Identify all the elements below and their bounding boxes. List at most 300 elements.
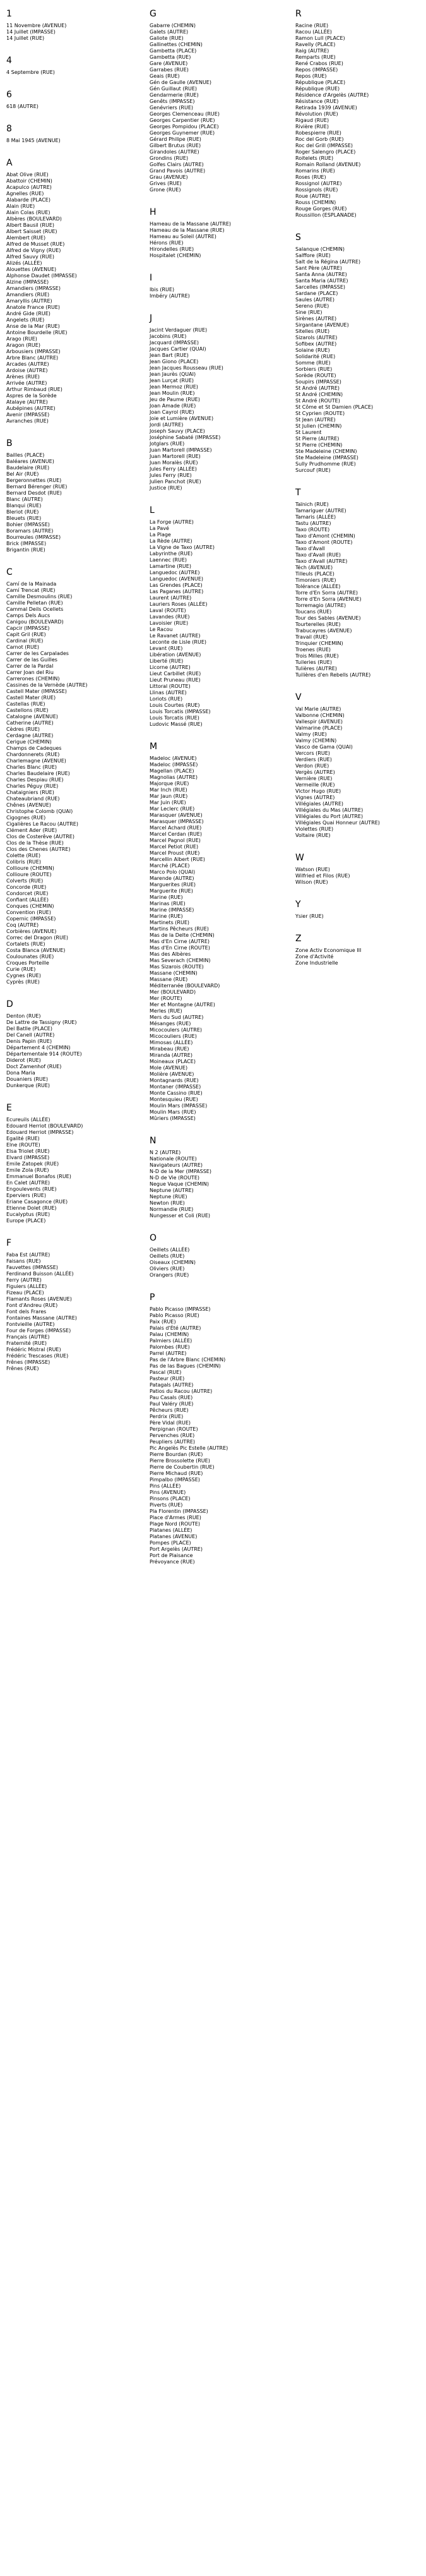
street-entry: Ferry (AUTRE): [6, 1277, 42, 1283]
street-entry: Albères (BOULEVARD): [6, 216, 62, 222]
street-entry: 618 (AUTRE): [6, 104, 38, 109]
street-entry: Clos de la Thèse (RUE): [6, 840, 64, 846]
street-entry: Taxo d'Avall (AUTRE): [295, 558, 348, 564]
street-entry: Juan Martorell (RUE): [150, 454, 201, 459]
street-entry: Cardinal (RUE): [6, 638, 44, 644]
street-entry: Arbre Blanc (AUTRE): [6, 355, 59, 361]
section-heading: 4: [6, 56, 12, 66]
street-entry: Rossignols (RUE): [295, 187, 338, 193]
street-entry: Merles (RUE): [150, 1008, 182, 1014]
street-entry: Arthur Rimbaud (RUE): [6, 387, 62, 392]
street-entry: Taxo d'Avall (RUE): [295, 552, 341, 558]
street-entry: René Crabos (RUE): [295, 61, 343, 66]
street-entry: Voltaire (RUE): [295, 833, 331, 838]
street-entry: Lieut Pruneau (RUE): [150, 677, 201, 683]
street-entry: Santa Anna (AUTRE): [295, 272, 347, 277]
street-entry: 8 Mai 1945 (AVENUE): [6, 138, 61, 143]
street-entry: Emmanuel Bonafos (RUE): [6, 1174, 71, 1179]
street-entry: Surcouf (RUE): [295, 467, 331, 473]
street-entry: Mimosas (ALLÉE): [150, 1040, 193, 1045]
section-heading: R: [295, 9, 302, 19]
street-entry: Montesquieu (RUE): [150, 1097, 198, 1102]
street-entry: Pins (ALLÉE): [150, 1483, 181, 1489]
street-entry: Corbières (AVENUE): [6, 929, 57, 934]
street-entry: Etienne Dolet (RUE): [6, 1205, 57, 1211]
street-entry: Las Paganes (AUTRE): [150, 589, 204, 594]
street-entry: Villégiales du Mas (AUTRE): [295, 807, 364, 813]
street-entry: Geais (RUE): [150, 73, 180, 79]
street-entry: Collioure (CHEMIN): [6, 865, 54, 871]
street-entry: Père Vidal (RUE): [150, 1420, 191, 1426]
street-entry: Jacques Cartier (QUAI): [150, 346, 206, 352]
street-entry: Christophe Colomb (QUAI): [6, 809, 73, 814]
street-entry: St André (AUTRE): [295, 385, 340, 391]
street-entry: Palau (CHEMIN): [150, 1332, 189, 1337]
street-entry: Moulin Mars (RUE): [150, 1109, 196, 1115]
street-entry: Collioure (ROUTE): [6, 872, 52, 877]
street-entry: Taxo (ROUTE): [295, 527, 330, 533]
street-entry: Grand Pavois (AUTRE): [150, 168, 206, 174]
street-entry: Coq (AUTRE): [6, 922, 39, 928]
street-entry: Sine (RUE): [295, 310, 322, 315]
street-entry: Amandiers (IMPASSE): [6, 286, 61, 291]
street-entry: Copernic (IMPASSE): [6, 916, 56, 922]
street-entry: Vignes (AUTRE): [295, 795, 335, 800]
street-entry: Wilfried et Filos (RUE): [295, 873, 350, 879]
street-entry: Pierre Brossolette (RUE): [150, 1458, 210, 1464]
street-entry: Bailles (PLACE): [6, 452, 45, 458]
street-entry: Le Racou: [150, 627, 173, 632]
street-entry: Faba Est (AUTRE): [6, 1252, 50, 1258]
street-entry: Atalaye (AUTRE): [6, 399, 48, 405]
index-column-1: [6, 9, 133, 1386]
street-entry: Arbousiers (IMPASSE): [6, 349, 61, 354]
street-entry: Carrer Joan del Riu: [6, 670, 54, 675]
street-entry: Valbonne (CHEMIN): [295, 713, 345, 718]
street-entry: Roussillon (ESPLANADE): [295, 212, 357, 218]
street-entry: Aubépines (AUTRE): [6, 406, 56, 411]
street-entry: Torre d'En Sorra (AVENUE): [295, 596, 362, 602]
street-entry: Platanes (AVENUE): [150, 1534, 198, 1539]
street-entry: N-D de la Mer (IMPASSE): [150, 1169, 211, 1174]
street-entry: Palombes (RUE): [150, 1344, 190, 1350]
street-entry: Solidarité (RUE): [295, 354, 336, 359]
section-heading: J: [150, 313, 153, 323]
street-entry: Martinets (RUE): [150, 920, 190, 925]
street-entry: Abattoir (CHEMIN): [6, 178, 52, 184]
street-entry: Castellas (RUE): [6, 701, 45, 707]
street-entry: Normandie (RUE): [150, 1207, 194, 1212]
street-entry: Louis Courtes (RUE): [150, 702, 200, 708]
street-entry: Marasquer (IMPASSE): [150, 819, 204, 824]
street-entry: Anse de la Mar (RUE): [6, 323, 60, 329]
street-entry: Fizeau (PLACE): [6, 1290, 44, 1296]
street-entry: Sorède (ROUTE): [295, 373, 336, 378]
street-entry: Engoulevents (RUE): [6, 1186, 57, 1192]
street-entry: Dona Maria: [6, 1070, 35, 1076]
street-entry: Rouge Gorges (RUE): [295, 206, 347, 212]
street-entry: Hameau de la Massane (AUTRE): [150, 221, 232, 227]
section-heading: P: [150, 1292, 155, 1303]
street-entry: Pas de l'Arbre Blanc (CHEMIN): [150, 1357, 226, 1363]
street-entry: Loriots (RUE): [150, 696, 183, 702]
street-entry: Jean Lurçat (RUE): [150, 378, 194, 383]
street-entry: Jacquard (IMPASSE): [150, 340, 199, 346]
street-entry: Lavoisier (RUE): [150, 620, 189, 626]
street-entry: Mar Leclerc (RUE): [150, 806, 195, 812]
street-entry: De Lattre de Tassigny (RUE): [6, 1020, 77, 1025]
street-entry: Convention (RUE): [6, 910, 51, 915]
street-entry: Alain (RUE): [6, 203, 35, 209]
street-entry: Pins (AVENUE): [150, 1490, 186, 1495]
index-section: [6, 1238, 133, 1372]
street-entry: Capit Gril (RUE): [6, 632, 46, 637]
street-entry: Grone (RUE): [150, 187, 181, 193]
street-entry: Denton (RUE): [6, 1013, 41, 1019]
section-heading: G: [150, 9, 157, 19]
index-section: [6, 9, 133, 42]
street-entry: Mas de la Delte (CHEMIN): [150, 932, 215, 938]
street-entry: Oeillets (RUE): [150, 1253, 185, 1259]
street-entry: Montagnards (RUE): [150, 1078, 199, 1083]
street-entry: Vermeille (RUE): [295, 782, 335, 788]
street-entry: Patagals (AUTRE): [150, 1382, 194, 1388]
section-heading: Y: [295, 900, 301, 910]
street-entry: Sorbiers (RUE): [295, 366, 333, 372]
street-entry: Hameau au Soleil (AUTRE): [150, 234, 216, 239]
street-entry: Anatole France (RUE): [6, 304, 61, 310]
street-entry: Mar Inch (RUE): [150, 787, 187, 793]
street-entry: Elne (ROUTE): [6, 1142, 40, 1148]
street-entry: Jean Jacques Rousseau (RUE): [150, 365, 223, 371]
street-entry: Albert Bausil (RUE): [6, 222, 54, 228]
street-entry: Taïnich (RUE): [295, 502, 329, 507]
street-entry: Alfred de Musset (RUE): [6, 241, 65, 247]
street-entry: Oliviers (RUE): [150, 1266, 185, 1272]
street-entry: Massane (CHEMIN): [150, 970, 198, 976]
street-entry: Fontaines Massane (AUTRE): [6, 1315, 77, 1321]
street-entry: Ste Madeleine (CHEMIN): [295, 448, 357, 454]
street-entry: Colverts (RUE): [6, 878, 44, 884]
street-entry: Marcel Achard (RUE): [150, 825, 202, 831]
street-entry: Lamartine (RUE): [150, 563, 191, 569]
street-entry: Marché (PLACE): [150, 863, 190, 869]
street-entry: Frênes (IMPASSE): [6, 1359, 50, 1365]
street-entry: Jean Bart (RUE): [150, 352, 189, 358]
street-entry: Travail (RUE): [295, 634, 328, 640]
street-entry: Roses (RUE): [295, 174, 326, 180]
street-entry: Patios du Racou (AUTRE): [150, 1388, 213, 1394]
street-entry: Tilleuls (PLACE): [295, 571, 334, 577]
street-entry: Mer et Montagne (AUTRE): [150, 1002, 215, 1008]
street-entry: Grau (AVENUE): [150, 174, 188, 180]
index-section: [150, 207, 276, 259]
street-entry: Pau Casals (RUE): [150, 1395, 193, 1400]
street-entry: Repos (IMPASSE): [295, 67, 338, 73]
street-entry: Arènes (RUE): [6, 374, 40, 380]
section-heading: H: [150, 207, 157, 217]
street-entry: Tuilières d'en Rebells (AUTRE): [295, 672, 371, 678]
street-entry: Justice (RUE): [150, 485, 182, 491]
section-heading: C: [6, 567, 13, 577]
section-heading: D: [6, 999, 13, 1009]
street-entry: Font d'Andreu (RUE): [6, 1303, 58, 1308]
street-entry: Mar Juin (RUE): [150, 800, 186, 805]
street-entry: Villégiales du Port (AUTRE): [295, 814, 364, 819]
street-entry: N-D de Vie (ROUTE): [150, 1175, 199, 1181]
street-entry: Littoral (ROUTE): [150, 683, 191, 689]
street-entry: Trois Milles (RUE): [295, 653, 339, 659]
street-entry: Marcel Pagnol (RUE): [150, 838, 201, 843]
street-entry: Elsa Triolet (RUE): [6, 1148, 50, 1154]
street-entry: Laurent (AUTRE): [150, 595, 192, 601]
street-entry: Languedoc (AVENUE): [150, 576, 204, 582]
street-entry: Georges Guynemer (RUE): [150, 130, 215, 136]
street-entry: Vallespir (AVENUE): [295, 719, 343, 725]
street-entry: St Laurent: [295, 430, 322, 435]
street-entry: St André (ROUTE): [295, 398, 340, 404]
street-entry: Chataigniers (RUE): [6, 790, 54, 795]
street-entry: Ferdinand Buisson (ALLÉE): [6, 1271, 74, 1277]
section-heading: M: [150, 742, 158, 752]
street-entry: Alzine (IMPASSE): [6, 279, 49, 285]
street-entry: Acapulco (AUTRE): [6, 184, 52, 190]
index-section: [150, 1233, 276, 1279]
index-section: [6, 999, 133, 1089]
street-entry: Pervenches (RUE): [150, 1433, 195, 1438]
street-entry: Mer (BOULEVARD): [150, 989, 196, 995]
section-heading: W: [295, 853, 304, 863]
street-entry: Angelets (RUE): [6, 317, 45, 323]
section-heading: O: [150, 1233, 157, 1243]
street-entry: Abat Olive (RUE): [6, 172, 49, 178]
street-entry: Cyprès (RUE): [6, 979, 40, 985]
street-entry: Golfes Clairs (AUTRE): [150, 162, 204, 167]
street-entry: Pablo Picasso (IMPASSE): [150, 1306, 211, 1312]
street-entry: André Gide (RUE): [6, 311, 50, 316]
street-entry: Europe (PLACE): [6, 1218, 46, 1224]
street-entry: Carnot (RUE): [6, 644, 39, 650]
street-entry: Ravelly (PLACE): [295, 42, 336, 47]
street-entry: Jotglars (RUE): [150, 441, 185, 447]
street-entry: Pierre Bourdan (RUE): [150, 1452, 203, 1457]
street-entry: Jean Jaurès (QUAI): [150, 371, 196, 377]
street-entry: Carrer de la Pardal: [6, 663, 54, 669]
street-entry: République (RUE): [295, 86, 340, 92]
street-entry: Eperviers (RUE): [6, 1193, 46, 1198]
street-entry: Liberté (RUE): [150, 658, 184, 664]
street-entry: Jean Mermoz (RUE): [150, 384, 198, 390]
street-entry: Avenir (IMPASSE): [6, 412, 50, 418]
street-entry: Alembert (RUE): [6, 235, 46, 241]
index-section: [6, 90, 133, 110]
street-entry: Castell Mater (IMPASSE): [6, 689, 67, 694]
street-entry: Marinas (RUE): [150, 901, 186, 906]
street-entry: Charles Péguy (RUE): [6, 783, 59, 789]
street-entry: Vasco de Gama (QUAI): [295, 744, 353, 750]
street-entry: St Pierre (CHEMIN): [295, 442, 343, 448]
street-entry: Charles Despiau (RUE): [6, 777, 64, 783]
street-entry: Gambetta (RUE): [150, 54, 191, 60]
street-entry: Neptune (RUE): [150, 1194, 187, 1200]
index-section: [295, 853, 422, 886]
street-entry: Alain Colas (RUE): [6, 210, 50, 215]
street-entry: Tastu (AUTRE): [295, 521, 331, 526]
street-entry: Diderot (RUE): [6, 1057, 41, 1063]
street-entry: Tour des Sables (AVENUE): [295, 615, 361, 621]
street-entry: Miranda (AUTRE): [150, 1052, 192, 1058]
street-entry: Le Ravanet (AUTRE): [150, 633, 201, 639]
street-entry: République (PLACE): [295, 80, 346, 85]
street-entry: Place d'Armes (RUE): [150, 1515, 201, 1520]
street-entry: Ecureuils (ALLÉE): [6, 1117, 50, 1122]
street-entry: Pierre de Coubertin (RUE): [150, 1464, 215, 1470]
street-entry: Mer (ROUTE): [150, 996, 182, 1001]
street-entry: Confiant (ALLÉE): [6, 897, 49, 903]
street-entry: Condorcet (RUE): [6, 891, 49, 896]
street-entry: Départementale 914 (ROUTE): [6, 1051, 82, 1057]
street-entry: Frédéric Trescases (RUE): [6, 1353, 69, 1359]
street-entry: Zone Activ Economique III: [295, 948, 362, 953]
street-entry: Georges Pompidou (PLACE): [150, 124, 219, 129]
street-entry: Jeu de Paume (RUE): [150, 397, 200, 402]
street-entry: Tulières (AUTRE): [295, 666, 337, 671]
street-entry: Palais d'Été (AUTRE): [150, 1325, 201, 1331]
street-entry: Joan Amade (RUE): [150, 403, 196, 409]
street-entry: Cerdagne (AUTRE): [6, 733, 54, 738]
street-entry: Remparts (RUE): [295, 54, 336, 60]
street-entry: Verdiers (RUE): [295, 757, 332, 762]
street-entry: Agnelles (RUE): [6, 191, 44, 196]
index-section: [295, 9, 422, 219]
street-entry: Pêcheurs (RUE): [150, 1407, 189, 1413]
street-entry: Majorque (RUE): [150, 781, 189, 786]
street-entry: Julien Panchot (RUE): [150, 479, 201, 485]
street-entry: Roc del Grill (IMPASSE): [295, 143, 353, 148]
index-section: [295, 692, 422, 839]
street-entry: Peupliers (AUTRE): [150, 1439, 196, 1445]
street-entry: Montaner (IMPASSE): [150, 1084, 201, 1090]
street-entry: Gilbert Brutus (RUE): [150, 143, 201, 148]
street-entry: Catherine (AUTRE): [6, 720, 54, 726]
street-entry: Hérons (RUE): [150, 240, 184, 246]
street-entry: Taxo d'Amont (CHEMIN): [295, 533, 355, 539]
street-entry: Carrer de les Carpalades: [6, 651, 69, 656]
section-heading: A: [6, 158, 13, 168]
street-entry: Imbéry (AUTRE): [150, 293, 190, 299]
street-entry: Douaniers (RUE): [6, 1076, 48, 1082]
index-section: [150, 1292, 276, 1565]
street-entry: Grives (RUE): [150, 181, 182, 186]
street-entry: Castell Mater (RUE): [6, 695, 56, 701]
street-entry: Français (AUTRE): [6, 1334, 50, 1340]
street-entry: Georges Clemenceau (RUE): [150, 111, 220, 117]
street-entry: Laval (ROUTE): [150, 608, 186, 613]
section-heading: 6: [6, 90, 12, 100]
street-entry: Juan Martorell (IMPASSE): [150, 447, 212, 453]
street-entry: 4 Septembre (RUE): [6, 69, 55, 75]
street-entry: Joan Cayrol (RUE): [150, 409, 194, 415]
street-entry: Aragon (RUE): [6, 342, 40, 348]
street-entry: Ibis (RUE): [150, 287, 175, 292]
street-entry: Mas d'En Cirne (AUTRE): [150, 939, 210, 944]
street-entry: Louis Torcatis (RUE): [150, 715, 199, 721]
street-entry: Hameau de la Massane (RUE): [150, 227, 225, 233]
street-entry: Edouard Herriot (BOULEVARD): [6, 1123, 83, 1129]
street-entry: Tamariguer (AUTRE): [295, 508, 346, 514]
street-entry: Colette (RUE): [6, 853, 41, 858]
street-entry: Cerigue (CHEMIN): [6, 739, 52, 745]
street-entry: Pinsons (PLACE): [150, 1496, 191, 1502]
street-entry: Villégiales Quai Honneur (AUTRE): [295, 820, 380, 826]
street-entry: Molière (AVENUE): [150, 1071, 194, 1077]
street-entry: Font dels Frares: [6, 1309, 47, 1315]
street-entry: Libération (AVENUE): [150, 652, 201, 658]
street-entry: Marcel Petiot (RUE): [150, 844, 199, 850]
index-section: [6, 158, 133, 424]
street-entry: Bohier (IMPASSE): [6, 522, 50, 527]
street-entry: Marende (AUTRE): [150, 876, 194, 881]
street-entry: Croques Porteille: [6, 960, 49, 966]
street-entry: Repos (RUE): [295, 73, 327, 79]
street-entry: Massane (RUE): [150, 977, 188, 982]
street-entry: Del Batlle (PLACE): [6, 1026, 52, 1032]
street-entry: N 2 (AUTRE): [150, 1150, 181, 1155]
street-entry: Marine (RUE): [150, 913, 183, 919]
street-entry: Paix (RUE): [150, 1319, 176, 1325]
street-entry: Concorde (RUE): [6, 884, 47, 890]
street-entry: Marcel Proust (RUE): [150, 850, 200, 856]
street-entry: Lieut Carbillet (RUE): [150, 671, 201, 677]
street-entry: Platanes (ALLÉE): [150, 1527, 192, 1533]
section-heading: 1: [6, 9, 12, 19]
street-entry: St Cyprien (ROUTE): [295, 411, 345, 416]
street-entry: Monte Cassino (RUE): [150, 1090, 203, 1096]
street-entry: Arcades (AUTRE): [6, 361, 49, 367]
street-entry: Oiseaux (CHEMIN): [150, 1260, 196, 1265]
street-entry: Ste Madeleine (IMPASSE): [295, 455, 358, 460]
street-entry: Résidence d'Argelès (AUTRE): [295, 92, 369, 98]
street-entry: Clos des Chenes (AUTRE): [6, 846, 71, 852]
street-entry: Mas Severach (CHEMIN): [150, 958, 211, 963]
street-entry: Gendarmerie (RUE): [150, 92, 199, 98]
street-entry: Genêts (IMPASSE): [150, 99, 195, 104]
street-entry: Joséphine Sabaté (IMPASSE): [150, 435, 221, 440]
street-entry: Denis Papin (RUE): [6, 1038, 52, 1044]
street-entry: Cassines de la Vernède (AUTRE): [6, 682, 88, 688]
street-entry: Faisans (RUE): [6, 1258, 41, 1264]
section-heading: S: [295, 232, 301, 243]
street-entry: Baléares (AVENUE): [6, 459, 54, 464]
street-entry: Castellons (RUE): [6, 707, 49, 713]
street-entry: Camí Trencat (RUE): [6, 587, 56, 593]
street-entry: Marine (IMPASSE): [150, 907, 194, 913]
street-entry: Four de Forges (IMPASSE): [6, 1328, 71, 1333]
street-entry: Colibris (RUE): [6, 859, 41, 865]
street-entry: Lauriers Roses (ALLÉE): [150, 601, 208, 607]
street-entry: Catalogne (AVENUE): [6, 714, 58, 719]
section-heading: F: [6, 1238, 12, 1248]
street-entry: Paul Valéry (RUE): [150, 1401, 194, 1407]
street-entry: Fauvettes (IMPASSE): [6, 1265, 58, 1270]
street-entry: Arago (RUE): [6, 336, 37, 342]
street-entry: Mésanges (RUE): [150, 1021, 191, 1026]
street-entry: Eriane Casagonce (RUE): [6, 1199, 68, 1205]
street-entry: Tamaris (ALLÉE): [295, 514, 336, 520]
street-entry: Méditerranée (BOULEVARD): [150, 983, 220, 989]
street-entry: Laennec (RUE): [150, 557, 187, 563]
street-entry: St Jean (AUTRE): [295, 417, 336, 423]
